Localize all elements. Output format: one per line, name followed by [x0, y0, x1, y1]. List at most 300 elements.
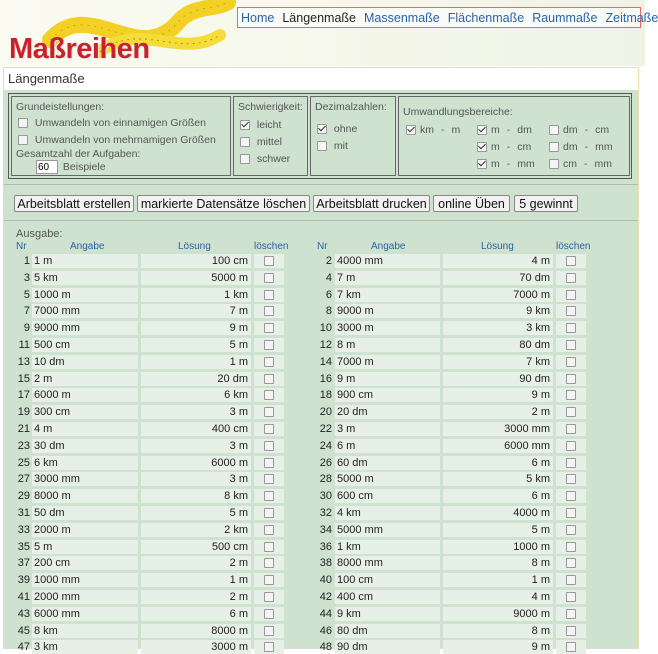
range-unit-from: m: [491, 141, 500, 153]
delete-cell: [254, 439, 284, 453]
header: [0, 0, 658, 66]
task-cell: 9000 m: [335, 304, 440, 318]
range-unit-to: cm: [595, 124, 610, 136]
task-cell: 6000 mm: [32, 607, 138, 621]
solution-cell: 20 dm: [141, 372, 251, 386]
solution-cell: 8000 m: [141, 624, 251, 638]
delete-checkbox[interactable]: [566, 642, 576, 652]
row-number: 19: [17, 406, 30, 418]
delete-checkbox[interactable]: [566, 424, 576, 434]
task-cell: 9 m: [335, 372, 440, 386]
solution-cell: 2 m: [141, 590, 251, 604]
row-number: 31: [17, 507, 30, 519]
ranges-legend: Umwandlungsbereiche:: [403, 106, 513, 118]
delete-checkbox[interactable]: [566, 374, 576, 384]
settings-panel: [8, 93, 632, 179]
header-loesung-left: Lösung: [178, 241, 211, 252]
task-cell: 30 dm: [32, 439, 138, 453]
delete-cell: [254, 540, 284, 554]
range-checkbox[interactable]: [549, 159, 559, 169]
delete-checkbox[interactable]: [264, 290, 274, 300]
delete-checkbox[interactable]: [566, 491, 576, 501]
solution-cell: 9 km: [443, 304, 553, 318]
task-cell: 80 dm: [335, 624, 440, 638]
task-cell: 8 m: [335, 338, 440, 352]
delete-cell: [254, 405, 284, 419]
header-loeschen-left: löschen: [254, 241, 289, 252]
delete-checkbox[interactable]: [566, 474, 576, 484]
delete-checkbox[interactable]: [264, 256, 274, 266]
print-worksheet-button[interactable]: Arbeitsblatt drucken: [313, 195, 430, 212]
delete-cell: [254, 304, 284, 318]
solution-cell: 8 m: [443, 624, 553, 638]
solution-cell: 7 km: [443, 355, 553, 369]
row-number: 34: [319, 524, 332, 536]
delete-cell: [254, 338, 284, 352]
range-2: [549, 124, 609, 136]
delete-checkbox[interactable]: [264, 390, 274, 400]
single-unit-label: Umwandeln von einnamigen Größen: [34, 117, 206, 129]
delete-cell: [254, 523, 284, 537]
nav-massenmasse[interactable]: Massenmaße: [364, 10, 440, 25]
task-cell: 7 km: [335, 288, 440, 302]
row-number: 9: [23, 322, 30, 334]
row-number: 20: [319, 406, 332, 418]
delete-checkbox[interactable]: [264, 374, 274, 384]
row-number: 30: [319, 490, 332, 502]
main-content: [3, 67, 639, 653]
total-label: Gesamtzahl der Aufgaben:: [16, 148, 141, 160]
row-number: 4: [325, 272, 332, 284]
solution-cell: 3 m: [141, 472, 251, 486]
solution-cell: 1000 m: [443, 540, 553, 554]
row-number: 43: [17, 608, 30, 620]
range-separator: -: [506, 124, 511, 136]
row-number: 48: [319, 641, 332, 653]
delete-checkbox[interactable]: [264, 458, 274, 468]
solution-cell: 4000 m: [443, 506, 553, 520]
solution-cell: 4 m: [443, 254, 553, 268]
delete-checkbox[interactable]: [566, 256, 576, 266]
difficulty-easy-checkbox[interactable]: [240, 120, 250, 130]
delete-cell: [254, 556, 284, 570]
solution-cell: 100 cm: [141, 254, 251, 268]
task-cell: 600 cm: [335, 489, 440, 503]
solution-cell: 3000 m: [141, 640, 251, 654]
delete-cell: [556, 338, 586, 352]
delete-cell: [556, 254, 586, 268]
task-cell: 2000 mm: [32, 590, 138, 604]
row-number: 8: [325, 305, 332, 317]
decimals-group: [310, 96, 396, 176]
practice-online-button[interactable]: online Üben: [433, 195, 510, 212]
task-cell: 5000 mm: [335, 523, 440, 537]
solution-cell: 5 km: [443, 472, 553, 486]
delete-marked-button[interactable]: markierte Datensätze löschen: [137, 195, 310, 212]
solution-cell: 5 m: [141, 338, 251, 352]
row-number: 14: [319, 356, 332, 368]
delete-checkbox[interactable]: [264, 558, 274, 568]
task-cell: 7 m: [335, 271, 440, 285]
range-1: [477, 124, 532, 136]
difficulty-group: [233, 96, 308, 176]
delete-cell: [556, 607, 586, 621]
task-cell: 900 cm: [335, 388, 440, 402]
delete-checkbox[interactable]: [566, 575, 576, 585]
range-separator: -: [584, 141, 589, 153]
solution-cell: 9 m: [443, 640, 553, 654]
task-cell: 2000 m: [32, 523, 138, 537]
row-number: 10: [319, 322, 332, 334]
delete-checkbox[interactable]: [566, 306, 576, 316]
row-number: 17: [17, 389, 30, 401]
decimals-without-checkbox[interactable]: [317, 124, 327, 134]
difficulty-medium-label: mittel: [256, 136, 283, 148]
row-number: 15: [17, 373, 30, 385]
solution-cell: 8 km: [141, 489, 251, 503]
range-checkbox[interactable]: [549, 142, 559, 152]
create-worksheet-button[interactable]: Arbeitsblatt erstellen: [14, 195, 134, 212]
range-5: [477, 158, 535, 170]
solution-cell: 7 m: [141, 304, 251, 318]
solution-cell: 9000 m: [443, 607, 553, 621]
solution-cell: 6000 mm: [443, 439, 553, 453]
delete-cell: [556, 271, 586, 285]
delete-cell: [556, 405, 586, 419]
delete-checkbox[interactable]: [264, 542, 274, 552]
range-unit-from: km: [420, 124, 434, 136]
task-cell: 500 cm: [32, 338, 138, 352]
row-number: 21: [17, 423, 30, 435]
row-number: 33: [17, 524, 30, 536]
task-cell: 100 cm: [335, 573, 440, 587]
task-cell: 7000 mm: [32, 304, 138, 318]
delete-checkbox[interactable]: [264, 491, 274, 501]
task-cell: 1000 m: [32, 288, 138, 302]
basic-settings-legend: Grundeistellungen:: [16, 101, 105, 113]
solution-cell: 9 m: [141, 321, 251, 335]
delete-cell: [254, 321, 284, 335]
solution-cell: 6 km: [141, 388, 251, 402]
delete-checkbox[interactable]: [264, 575, 274, 585]
row-number: 28: [319, 473, 332, 485]
delete-checkbox[interactable]: [264, 525, 274, 535]
solution-cell: 3 m: [141, 405, 251, 419]
delete-checkbox[interactable]: [264, 357, 274, 367]
difficulty-legend: Schwierigkeit:: [238, 101, 303, 113]
delete-checkbox[interactable]: [566, 542, 576, 552]
row-number: 5: [23, 289, 30, 301]
delete-checkbox[interactable]: [566, 626, 576, 636]
task-cell: 3 m: [335, 422, 440, 436]
delete-cell: [254, 472, 284, 486]
task-cell: 3000 mm: [32, 472, 138, 486]
solution-cell: 2 km: [141, 523, 251, 537]
solution-cell: 5000 m: [141, 271, 251, 285]
basic-settings-group: [11, 96, 231, 176]
row-number: 32: [319, 507, 332, 519]
range-4: [549, 141, 613, 153]
header-loeschen-right: löschen: [556, 241, 591, 252]
delete-cell: [556, 540, 586, 554]
multi-unit-label: Umwandeln von mehrnamigen Größen: [34, 134, 216, 146]
nav-flaechenmasse[interactable]: Flächenmaße: [447, 10, 525, 25]
delete-cell: [254, 271, 284, 285]
row-number: 40: [319, 574, 332, 586]
range-checkbox[interactable]: [549, 125, 559, 135]
delete-checkbox[interactable]: [566, 525, 576, 535]
delete-checkbox[interactable]: [264, 474, 274, 484]
delete-cell: [556, 355, 586, 369]
task-cell: 5 km: [32, 271, 138, 285]
task-cell: 8000 m: [32, 489, 138, 503]
delete-checkbox[interactable]: [566, 323, 576, 333]
difficulty-hard-checkbox[interactable]: [240, 154, 250, 164]
range-separator: -: [441, 124, 445, 136]
nav-home[interactable]: Home: [241, 10, 275, 25]
output-label: Ausgabe:: [16, 228, 63, 240]
delete-checkbox[interactable]: [264, 642, 274, 652]
task-cell: 6 km: [32, 456, 138, 470]
delete-cell: [556, 321, 586, 335]
row-number: 26: [319, 457, 332, 469]
solution-cell: 4 m: [443, 590, 553, 604]
delete-checkbox[interactable]: [566, 508, 576, 518]
row-number: 6: [325, 289, 332, 301]
decimals-without-label: ohne: [333, 123, 358, 135]
range-unit-to: cm: [517, 141, 532, 153]
delete-cell: [254, 573, 284, 587]
solution-cell: 8 m: [443, 556, 553, 570]
row-number: 37: [17, 557, 30, 569]
header-nr-left: Nr: [16, 241, 27, 252]
delete-checkbox[interactable]: [264, 609, 274, 619]
decimals-with-checkbox[interactable]: [317, 141, 327, 151]
range-checkbox[interactable]: [477, 125, 487, 135]
difficulty-medium-checkbox[interactable]: [240, 137, 250, 147]
row-number: 29: [17, 490, 30, 502]
solution-cell: 1 m: [141, 573, 251, 587]
divider: [4, 220, 638, 221]
row-number: 46: [319, 625, 332, 637]
solution-cell: 6 m: [443, 489, 553, 503]
nav-raummasse[interactable]: Raummaße: [532, 10, 598, 25]
delete-cell: [254, 355, 284, 369]
range-unit-from: m: [491, 124, 500, 136]
delete-checkbox[interactable]: [264, 626, 274, 636]
solution-cell: 1 km: [141, 288, 251, 302]
five-wins-button[interactable]: 5 gewinnt: [514, 195, 578, 212]
delete-cell: [254, 388, 284, 402]
page-title: Längenmaße: [4, 68, 638, 90]
row-number: 12: [319, 339, 332, 351]
delete-checkbox[interactable]: [264, 441, 274, 451]
action-bar: [4, 184, 638, 217]
ranges-group: [398, 96, 630, 176]
row-number: 44: [319, 608, 332, 620]
task-cell: 9 km: [335, 607, 440, 621]
range-unit-from: m: [491, 158, 500, 170]
delete-checkbox[interactable]: [566, 290, 576, 300]
range-separator: -: [506, 158, 511, 170]
delete-checkbox[interactable]: [566, 458, 576, 468]
delete-checkbox[interactable]: [566, 441, 576, 451]
row-number: 11: [18, 339, 30, 351]
task-cell: 9000 mm: [32, 321, 138, 335]
task-cell: 1000 mm: [32, 573, 138, 587]
row-number: 41: [17, 591, 30, 603]
total-input[interactable]: [36, 160, 58, 174]
range-checkbox[interactable]: [477, 142, 487, 152]
solution-cell: 3 m: [141, 439, 251, 453]
delete-checkbox[interactable]: [264, 306, 274, 316]
task-cell: 300 cm: [32, 405, 138, 419]
solution-cell: 6000 m: [141, 456, 251, 470]
range-separator: -: [584, 124, 589, 136]
nav-zeitmasse[interactable]: Zeitmaße: [605, 10, 658, 25]
delete-cell: [254, 506, 284, 520]
range-checkbox[interactable]: [477, 159, 487, 169]
task-cell: 60 dm: [335, 456, 440, 470]
delete-cell: [556, 372, 586, 386]
solution-cell: 7000 m: [443, 288, 553, 302]
task-cell: 6000 m: [32, 388, 138, 402]
delete-checkbox[interactable]: [566, 357, 576, 367]
delete-checkbox[interactable]: [264, 273, 274, 283]
solution-cell: 2 m: [141, 556, 251, 570]
solution-cell: 80 dm: [443, 338, 553, 352]
task-cell: 4 km: [335, 506, 440, 520]
task-cell: 200 cm: [32, 556, 138, 570]
delete-checkbox[interactable]: [264, 323, 274, 333]
task-cell: 1 km: [335, 540, 440, 554]
row-number: 45: [17, 625, 30, 637]
range-unit-from: cm: [563, 158, 577, 170]
header-angabe-left: Angabe: [70, 241, 105, 252]
delete-checkbox[interactable]: [566, 273, 576, 283]
delete-checkbox[interactable]: [566, 390, 576, 400]
delete-cell: [254, 422, 284, 436]
delete-checkbox[interactable]: [264, 424, 274, 434]
row-number: 23: [17, 440, 30, 452]
range-unit-to: mm: [517, 158, 535, 170]
task-cell: 3 km: [32, 640, 138, 654]
row-number: 42: [319, 591, 332, 603]
task-cell: 4 m: [32, 422, 138, 436]
task-cell: 5000 m: [335, 472, 440, 486]
row-number: 3: [23, 272, 30, 284]
task-cell: 2 m: [32, 372, 138, 386]
row-number: 39: [17, 574, 30, 586]
task-cell: 50 dm: [32, 506, 138, 520]
delete-cell: [556, 556, 586, 570]
solution-cell: 5 m: [141, 506, 251, 520]
task-cell: 8 km: [32, 624, 138, 638]
row-number: 13: [17, 356, 30, 368]
row-number: 2: [325, 255, 332, 267]
decimals-with-label: mit: [333, 140, 348, 152]
task-cell: 20 dm: [335, 405, 440, 419]
multi-unit-checkbox[interactable]: [18, 135, 28, 145]
solution-cell: 500 cm: [141, 540, 251, 554]
solution-cell: 6 m: [443, 456, 553, 470]
delete-cell: [254, 640, 284, 654]
row-number: 38: [319, 557, 332, 569]
delete-checkbox[interactable]: [566, 558, 576, 568]
delete-cell: [556, 624, 586, 638]
main-nav: [237, 7, 658, 28]
delete-cell: [254, 607, 284, 621]
header-angabe-right: Angabe: [371, 241, 406, 252]
range-0: [406, 124, 460, 136]
header-loesung-right: Lösung: [481, 241, 514, 252]
delete-cell: [556, 472, 586, 486]
solution-cell: 3 km: [443, 321, 553, 335]
delete-cell: [556, 590, 586, 604]
logo[interactable]: Maßreihen: [9, 33, 150, 65]
range-unit-to: mm: [595, 141, 613, 153]
single-unit-checkbox[interactable]: [18, 118, 28, 128]
total-suffix: Beispiele: [62, 160, 106, 173]
row-number: 36: [319, 541, 332, 553]
decimals-legend: Dezimalzahlen:: [315, 101, 387, 113]
range-unit-from: dm: [563, 124, 578, 136]
range-separator: -: [506, 141, 511, 153]
delete-checkbox[interactable]: [566, 592, 576, 602]
delete-checkbox[interactable]: [264, 340, 274, 350]
task-cell: 3000 m: [335, 321, 440, 335]
delete-checkbox[interactable]: [264, 508, 274, 518]
delete-cell: [556, 456, 586, 470]
solution-cell: 5 m: [443, 523, 553, 537]
row-number: 22: [319, 423, 332, 435]
task-cell: 4000 mm: [335, 254, 440, 268]
delete-checkbox[interactable]: [264, 592, 274, 602]
delete-checkbox[interactable]: [264, 407, 274, 417]
delete-cell: [556, 506, 586, 520]
nav-laengenmasse[interactable]: Längenmaße: [282, 10, 357, 25]
delete-cell: [556, 304, 586, 318]
delete-cell: [556, 388, 586, 402]
range-separator: -: [584, 158, 588, 170]
task-cell: 1 m: [32, 254, 138, 268]
solution-cell: 3000 mm: [443, 422, 553, 436]
range-unit-to: mm: [594, 158, 612, 170]
row-number: 35: [17, 541, 30, 553]
row-number: 47: [17, 641, 30, 653]
range-checkbox[interactable]: [406, 125, 416, 135]
delete-cell: [556, 422, 586, 436]
row-number: 25: [17, 457, 30, 469]
range-unit-to: m: [451, 124, 461, 136]
solution-cell: 2 m: [443, 405, 553, 419]
row-number: 7: [23, 305, 30, 317]
delete-cell: [556, 573, 586, 587]
row-number: 24: [319, 440, 332, 452]
delete-cell: [556, 489, 586, 503]
delete-cell: [254, 489, 284, 503]
delete-checkbox[interactable]: [566, 340, 576, 350]
task-cell: 400 cm: [335, 590, 440, 604]
delete-cell: [556, 288, 586, 302]
delete-cell: [254, 590, 284, 604]
delete-checkbox[interactable]: [566, 407, 576, 417]
solution-cell: 6 m: [141, 607, 251, 621]
delete-checkbox[interactable]: [566, 609, 576, 619]
range-unit-to: dm: [517, 124, 532, 136]
solution-cell: 1 m: [141, 355, 251, 369]
delete-cell: [556, 439, 586, 453]
